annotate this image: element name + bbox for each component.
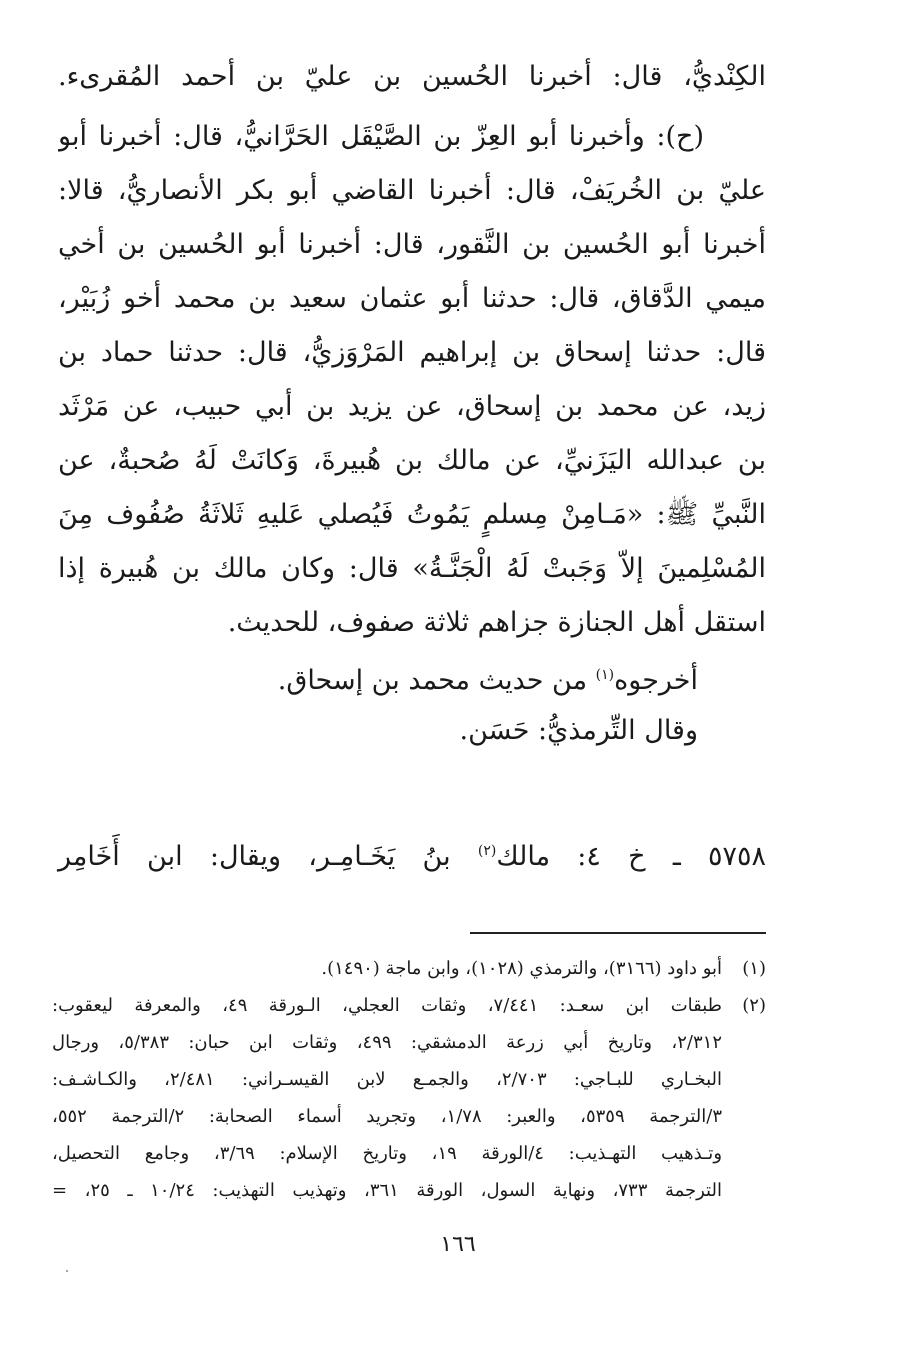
footnote-ref-1: (١) — [595, 667, 615, 683]
text-line: أخبرنا أبو الحُسين بن النَّقور، قال: أخبرنا أبو الحُسين بن أخي — [58, 229, 766, 260]
footnote-line: أبو داود (٣١٦٦)، والترمذي (١٠٢٨)، وابن ماجة (١٤٩٠). — [321, 958, 722, 979]
text-line: النَّبيِّ ﷺ: «مَـامِنْ مِسلمٍ يَمُوتُ فَيُصلي عَليهِ ثَلاثَةُ صُفُوف مِنَ — [58, 499, 766, 530]
footnotes — [52, 950, 766, 1209]
entry-heading — [58, 830, 766, 884]
footnote-line: طبقات ابن سعـد: ٧/٤٤١، وثقات العجلي، الـورقة ٤٩، والمعرفة ليعقوب: — [52, 995, 722, 1016]
text-line: بن عبدالله اليَزَنيِّ، عن مالك بن هُبيرةَ، وَكانَتْ لَهُ صُحبةٌ، عن — [58, 445, 766, 476]
text-line: الكِنْديُّ، قال: أخبرنا الحُسين بن عليّ بن أحمد المُقرىء. — [58, 61, 766, 92]
tirmidhi-line: وقال التِّرمذيُّ: حَسَن. — [459, 715, 698, 746]
text-line: زيد، عن محمد بن إسحاق، عن يزيد بن أبي حبيب، عن مَرْثَد — [58, 391, 766, 422]
footnote-body — [52, 950, 722, 987]
footnote-2 — [52, 987, 766, 1209]
main-text — [58, 50, 766, 756]
page-number: ١٦٦ — [440, 1232, 476, 1257]
text-line: قال: حدثنا إسحاق بن إبراهيم المَرْوَزيُّ، قال: حدثنا حماد بن — [58, 337, 766, 368]
footnote-line: ٢/٣١٢، وتاريخ أبي زرعة الدمشقي: ٤٩٩، وثقات ابن حبان: ٥/٣٨٣، ورجال — [52, 1032, 722, 1053]
text-line: ميمي الدَّقاق، قال: حدثنا أبو عثمان سعيد بن محمد أخو زُبَيْر، — [58, 283, 766, 314]
footnote-line: ٣/الترجمة ٥٣٥٩، والعبر: ١/٧٨، وتجريد أسماء الصحابة: ٢/الترجمة ٥٥٢، — [52, 1106, 722, 1127]
takhrij-line — [58, 656, 766, 706]
entry-number: ٥٧٥٨ ـ خ ٤: مالك — [496, 841, 767, 872]
text-line: (ح): وأخبرنا أبو العِزّ بن الصَّيْقَل الحَرَّانيُّ، قال: أخبرنا أبو — [58, 121, 704, 152]
takhrij-text-before: أخرجوه — [614, 665, 698, 696]
text-line: استقل أهل الجنازة جزاهم ثلاثة صفوف، للحديث. — [227, 607, 766, 638]
takhrij-text-after: من حديث محمد بن إسحاق. — [277, 665, 596, 696]
footnote-line: وتـذهيب التهـذيب: ٤/الورقة ١٩، وتاريخ الإسلام: ٣/٦٩، وجامع التحصيل، — [52, 1143, 722, 1164]
text-line: عليّ بن الخُريَفْ، قال: أخبرنا القاضي أبو بكر الأنصاريُّ، قالا: — [58, 175, 766, 206]
footnote-number: (٢) — [742, 995, 766, 1016]
footnote-line: البخـاري للبـاجي: ٢/٧٠٣، والجمـع لابن القيسـراني: ٢/٤٨١، والكـاشـف: — [52, 1069, 722, 1090]
footnote-body — [52, 987, 722, 1209]
footnote-separator — [470, 932, 766, 934]
footnote-number: (١) — [742, 958, 766, 979]
scan-speck — [66, 1270, 68, 1272]
entry-name-rest: بنُ يَخَـامِـر، ويقال: ابن أَخَامِر — [58, 841, 478, 872]
footnote-1 — [52, 950, 766, 987]
footnote-line: الترجمة ٧٣٣، ونهاية السول، الورقة ٣٦١، وتهذيب التهذيب: ١٠/٢٤ ـ ٢٥، = — [52, 1180, 722, 1201]
footnote-ref-2: (٢) — [477, 843, 497, 859]
text-line: المُسْلِمينَ إلاّ وَجَبتْ لَهُ الْجَنَّـةُ» قال: وكان مالك بن هُبيرة إذا — [58, 553, 766, 584]
